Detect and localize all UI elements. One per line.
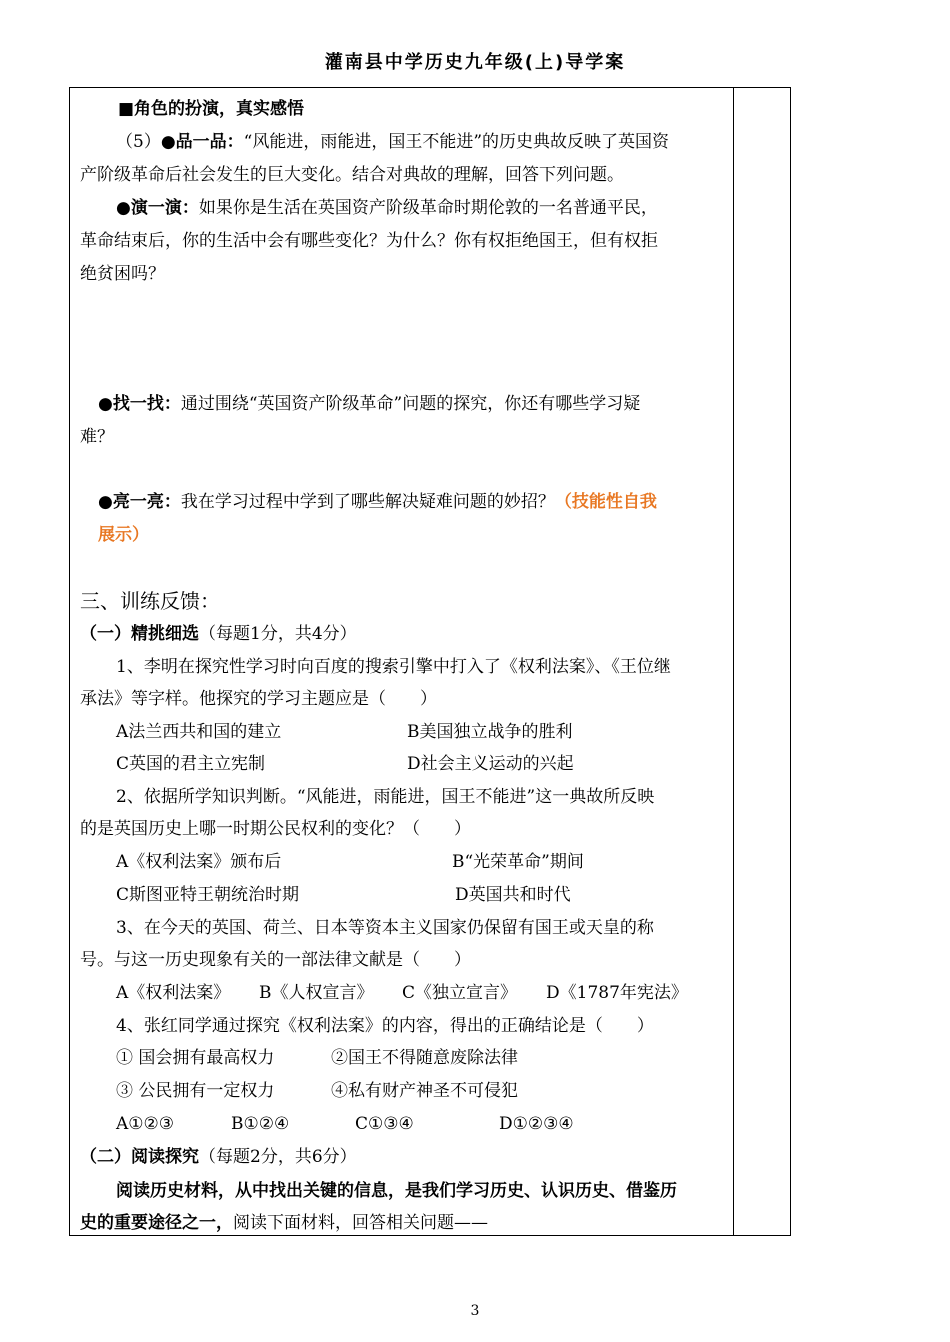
q1-option-a: A法兰西共和国的建立 (116, 722, 282, 742)
role-play-heading: ■角色的扮演，真实感悟 (118, 99, 305, 119)
part2-score: （每题2分，共6分） (199, 1147, 357, 1167)
page-header: 灌南县中学历史九年级(上)导学案 (324, 52, 626, 73)
q2-option-c: C斯图亚特王朝统治时期 (116, 885, 300, 905)
part2-title: （二）阅读探究 (80, 1147, 199, 1167)
q3-option-a: A《权利法案》 (116, 983, 231, 1003)
part2-title-line (80, 1146, 725, 1168)
q3-option-d: D《1787年宪法》 (546, 983, 688, 1003)
q2-option-b: B“光荣革命”期间 (452, 852, 584, 872)
act-text: 如果你是生活在英国资产阶级革命时期伦敦的一名普通平民， (198, 198, 658, 218)
q1-option-c: C英国的君主立宪制 (116, 754, 266, 774)
q3-line1: 3、在今天的英国、荷兰、日本等资本主义国家仍保留有国王或天皇的称 (116, 918, 654, 938)
find-line2: 难？ (80, 427, 114, 447)
read-line1: 阅读历史材料，从中找出关键的信息，是我们学习历史、认识历史、借鉴历 (116, 1181, 677, 1201)
read-rest: 阅读下面材料，回答相关问题—— (233, 1213, 488, 1233)
q2-line2: 的是英国历史上哪一时期公民权利的变化？（ ） (80, 819, 471, 839)
q3-line2: 号。与这一历史现象有关的一部法律文献是（ ） (80, 950, 471, 970)
find-text: 通过围绕“英国资产阶级革命”问题的探究，你还有哪些学习疑 (180, 394, 641, 414)
q1-option-b: B美国独立战争的胜利 (407, 722, 573, 742)
q4-statement-3: ③ 公民拥有一定权力 (116, 1081, 275, 1101)
act-line1 (116, 197, 761, 219)
p5-text: “风能进，雨能进，国王不能进”的历史典故反映了英国资 (243, 132, 670, 152)
q4-option-a: A①②③ (116, 1114, 174, 1134)
feedback-heading: 三、训练反馈： (80, 589, 220, 613)
q1-line2: 承法》等字样。他探究的学习主题应是（ ） (80, 689, 437, 709)
shine-line1 (98, 491, 743, 513)
act-line2: 革命结束后，你的生活中会有哪些变化？为什么？你有权拒绝国王，但有权拒 (80, 231, 658, 251)
q4-statement-4: ④私有财产神圣不可侵犯 (331, 1081, 518, 1101)
q4-option-c: C①③④ (355, 1114, 414, 1134)
p5-prefix: （5） (116, 132, 161, 152)
q4-option-b: B①②④ (231, 1114, 290, 1134)
find-line1 (98, 393, 743, 415)
part1-title: （一）精挑细选 (80, 624, 199, 644)
q3-option-c: C《独立宣言》 (402, 983, 518, 1003)
page-number: 3 (470, 1303, 480, 1319)
shine-label: ●亮一亮： (98, 492, 181, 512)
p5-line1 (116, 131, 761, 153)
act-label: ●演一演： (116, 198, 199, 218)
shine-orange2: 展示） (98, 525, 149, 545)
p5-line2: 产阶级革命后社会发生的巨大变化。结合对典故的理解，回答下列问题。 (80, 165, 624, 185)
q4-option-d: D①②③④ (499, 1114, 574, 1134)
read-line2 (80, 1212, 725, 1234)
q1-line1: 1、李明在探究性学习时向百度的搜索引擎中打入了《权利法案》、《王位继 (116, 657, 671, 677)
q1-option-d: D社会主义运动的兴起 (407, 754, 574, 774)
q2-option-d: D英国共和时代 (455, 885, 571, 905)
act-line3: 绝贫困吗？ (80, 264, 165, 284)
q2-line1: 2、依据所学知识判断。“风能进，雨能进，国王不能进”这一典故所反映 (116, 787, 655, 807)
shine-text: 我在学习过程中学到了哪些解决疑难问题的妙招？ (180, 492, 555, 512)
find-label: ●找一找： (98, 394, 181, 414)
read-bold2: 史的重要途径之一， (80, 1213, 233, 1233)
table-column-divider (733, 87, 734, 1236)
q4-statement-2: ②国王不得随意废除法律 (331, 1048, 518, 1068)
part1-title-line (80, 623, 725, 645)
part1-score: （每题1分，共4分） (199, 624, 357, 644)
q4-line1: 4、张红同学通过探究《权利法案》的内容，得出的正确结论是（ ） (116, 1016, 654, 1036)
shine-orange1: （技能性自我 (554, 492, 657, 512)
q3-option-b: B《人权宣言》 (259, 983, 374, 1003)
q2-option-a: A《权利法案》颁布后 (116, 852, 282, 872)
q4-statement-1: ① 国会拥有最高权力 (116, 1048, 275, 1068)
p5-label: ●品一品： (160, 132, 244, 152)
